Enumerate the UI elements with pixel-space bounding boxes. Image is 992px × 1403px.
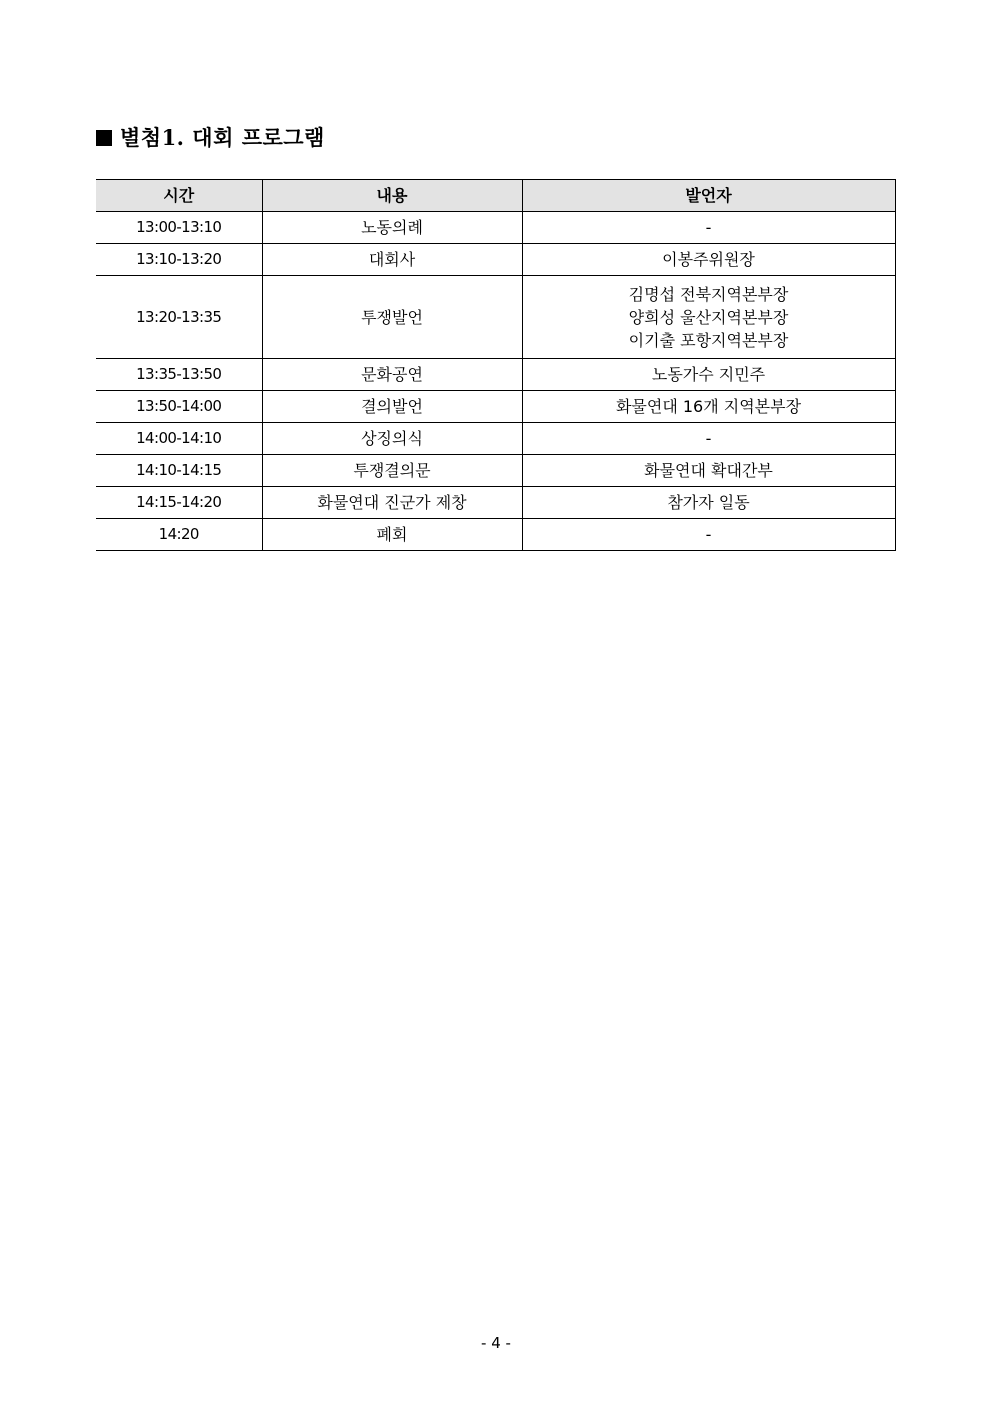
cell-speaker [522,519,895,551]
cell-content: 문화공연 [262,359,522,391]
cell-time: 14:15-14:20 [96,487,262,519]
speaker-line: 참가자 일동 [667,493,750,512]
table-row [96,455,895,487]
cell-speaker [522,244,895,276]
table-row [96,391,895,423]
header-speaker: 발언자 [522,180,895,212]
speaker-line: 김명섭 전북지역본부장 [628,284,789,304]
cell-speaker [522,455,895,487]
cell-content: 상징의식 [262,423,522,455]
speaker-line: 노동가수 지민주 [651,365,766,384]
header-content: 내용 [262,180,522,212]
program-table [96,179,896,551]
cell-content: 노동의례 [262,212,522,244]
cell-speaker [522,359,895,391]
speaker-line: 이기출 포항지역본부장 [628,330,789,350]
cell-speaker [522,276,895,359]
table-row [96,276,895,359]
cell-content: 폐회 [262,519,522,551]
section-heading [96,122,325,152]
cell-speaker [522,423,895,455]
cell-content: 결의발언 [262,391,522,423]
speaker-line: 화물연대 16개 지역본부장 [615,397,802,416]
square-bullet-icon [96,130,112,146]
cell-time: 14:20 [96,519,262,551]
cell-time: 13:10-13:20 [96,244,262,276]
page-number: - 4 - [481,1334,511,1352]
cell-time: 13:00-13:10 [96,212,262,244]
speaker-line: 양희성 울산지역본부장 [628,307,789,327]
speaker-line: - [705,429,712,448]
cell-time: 13:50-14:00 [96,391,262,423]
section-heading-text: 별첨1. 대회 프로그램 [120,125,325,150]
cell-content: 투쟁결의문 [262,455,522,487]
cell-speaker [522,487,895,519]
speaker-line: 화물연대 확대간부 [644,461,773,480]
cell-speaker [522,391,895,423]
table-header-row [96,180,895,212]
cell-content: 화물연대 진군가 제창 [262,487,522,519]
cell-time: 13:35-13:50 [96,359,262,391]
cell-time: 13:20-13:35 [96,276,262,359]
cell-speaker [522,212,895,244]
cell-time: 14:00-14:10 [96,423,262,455]
speaker-line: 이봉주위원장 [662,250,755,269]
table-row [96,519,895,551]
cell-time: 14:10-14:15 [96,455,262,487]
table-row [96,244,895,276]
header-time: 시간 [96,180,262,212]
speaker-line: - [705,218,712,237]
speaker-line: - [705,525,712,544]
table-row [96,212,895,244]
table-row [96,487,895,519]
cell-content: 투쟁발언 [262,276,522,359]
cell-content: 대회사 [262,244,522,276]
table-row [96,359,895,391]
table-row [96,423,895,455]
